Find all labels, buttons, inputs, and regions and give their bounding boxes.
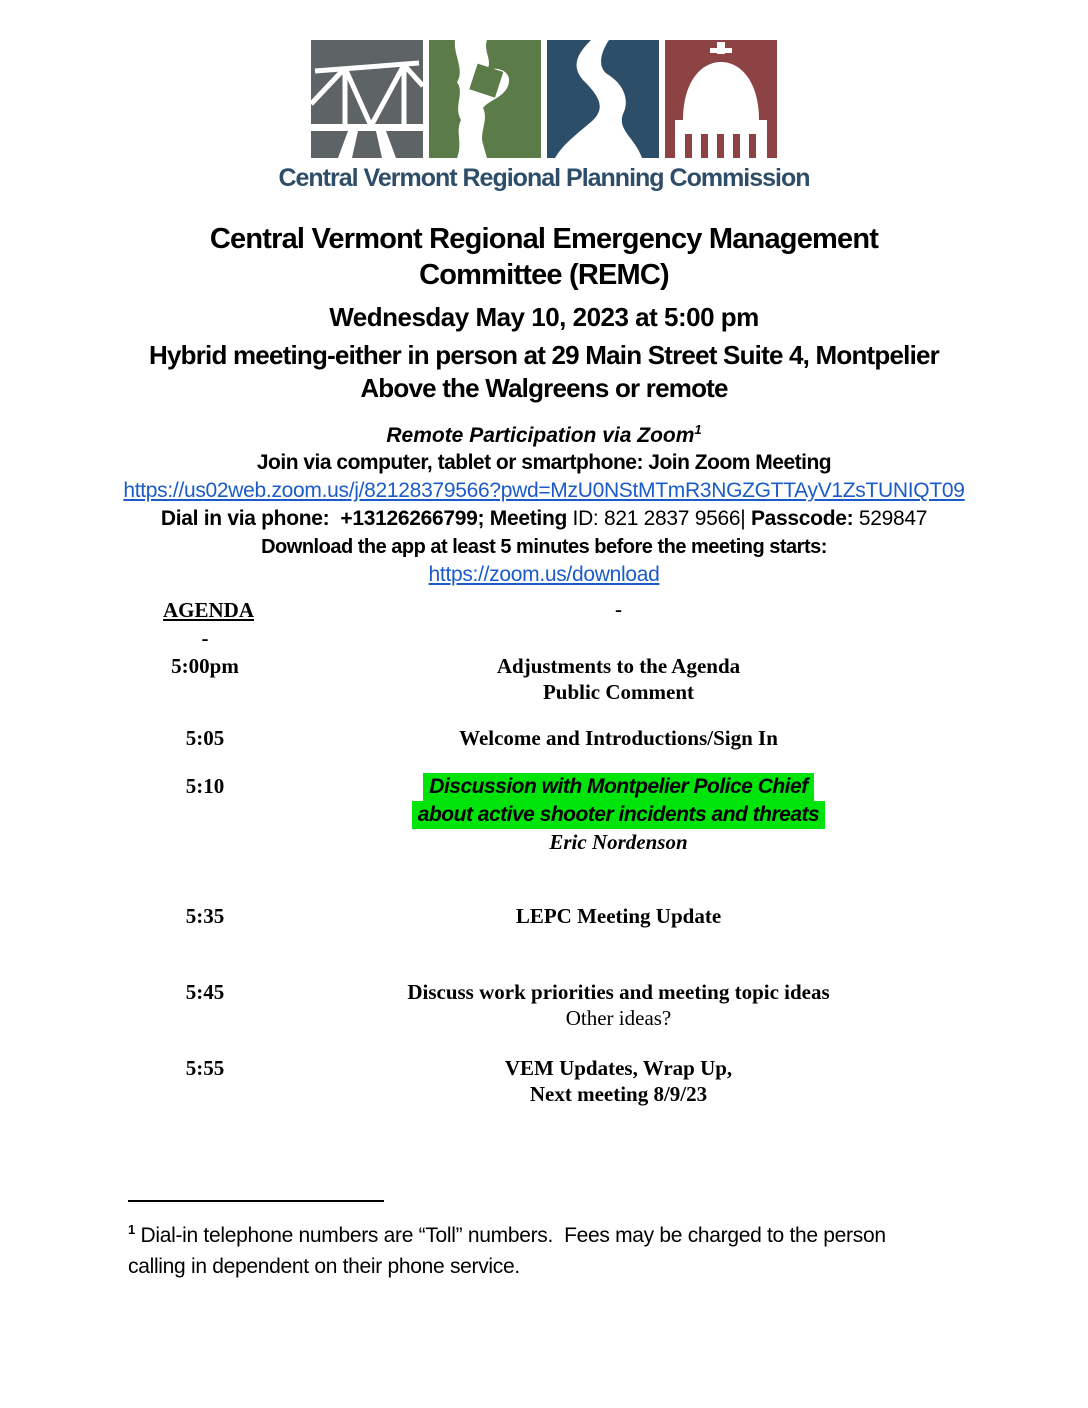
- agenda-item-line: Other ideas?: [565, 1006, 672, 1030]
- title-line-1: Central Vermont Regional Emergency Management: [209, 223, 879, 255]
- agenda-row: [163, 903, 990, 929]
- footnote-marker: 1: [128, 1222, 135, 1237]
- river-icon: [547, 40, 659, 158]
- join-instructions: Join via computer, tablet or smartphone: Join Zoom Meeting: [256, 451, 832, 474]
- agenda-item-line: [247, 801, 990, 829]
- agenda-time: 5:55: [185, 1056, 225, 1080]
- stray-dash-center: -: [615, 597, 622, 621]
- agenda-row: [163, 1055, 990, 1107]
- agenda-row: [163, 653, 990, 705]
- highlighted-text: Discussion with Montpelier Police Chief: [423, 773, 813, 801]
- logo-org-name: Central Vermont Regional Planning Commission: [278, 164, 810, 192]
- footnote-text: [128, 1214, 958, 1282]
- agenda-item-line: Welcome and Introductions/Sign In: [459, 726, 778, 750]
- zoom-download-link[interactable]: https://zoom.us/download: [428, 563, 660, 586]
- agenda-item-line: Eric Nordenson: [549, 830, 688, 854]
- download-link-line: [0, 561, 1088, 589]
- meeting-datetime: Wednesday May 10, 2023 at 5:00 pm: [329, 302, 759, 332]
- agenda-item-line: [247, 773, 990, 801]
- vermont-map-icon: [429, 40, 541, 158]
- meeting-id-value: ID: 821 2837 9566|: [572, 507, 751, 530]
- agenda-item: [247, 903, 990, 929]
- remote-participation-heading: [0, 417, 1088, 449]
- agenda-item: [247, 979, 990, 1031]
- agenda-time: 5:35: [185, 904, 225, 928]
- footnote-line-2: calling in dependent on their phone service.: [128, 1255, 520, 1278]
- capitol-dome-icon: [665, 40, 777, 158]
- location-line-1: Hybrid meeting-either in person at 29 Main Street Suite 4, Montpelier: [149, 340, 939, 370]
- zoom-meeting-link[interactable]: https://us02web.zoom.us/j/82128379566?pwd=MzU0NStMTmR3NGZGTTAyV1ZsTUNIQT09: [123, 479, 965, 502]
- download-instructions: Download the app at least 5 minutes before the meeting starts:: [261, 536, 827, 558]
- zoom-link-line: [0, 477, 1088, 505]
- remote-heading-text: Remote Participation via Zoom: [386, 424, 695, 447]
- footnote-line-1: Dial-in telephone numbers are “Toll” numbers. Fees may be charged to the person: [140, 1224, 886, 1247]
- agenda-row: [163, 979, 990, 1031]
- cvrpc-logo-graphic: [311, 40, 777, 158]
- agenda-items-list: [163, 653, 990, 1107]
- agenda-row: [163, 725, 990, 751]
- meeting-location: [0, 339, 1088, 405]
- agenda-item: [247, 1055, 990, 1107]
- agenda-item-line: VEM Updates, Wrap Up,: [504, 1056, 733, 1080]
- dial-in-line: [0, 505, 1088, 533]
- bridge-icon: [311, 40, 423, 158]
- agenda-item: [247, 725, 990, 751]
- agenda-header-row: [163, 597, 990, 623]
- title-line-2: Committee (REMC): [419, 259, 669, 291]
- agenda-item: [247, 773, 990, 855]
- agenda-dash-row: [163, 625, 990, 651]
- footnote-reference: 1: [694, 422, 702, 437]
- passcode-label: Passcode:: [750, 507, 859, 530]
- highlighted-text: about active shooter incidents and threats: [412, 801, 825, 829]
- agenda-time: 5:00pm: [171, 654, 239, 678]
- remote-participation-section: [0, 417, 1088, 589]
- agenda-row: [163, 773, 990, 855]
- agenda-time: 5:45: [185, 980, 225, 1004]
- agenda-item-line: LEPC Meeting Update: [515, 904, 722, 928]
- footnote-separator: [128, 1200, 384, 1202]
- agenda-heading: AGENDA: [163, 598, 255, 622]
- document-title: [0, 221, 1088, 293]
- agenda-item: [247, 653, 990, 705]
- agenda-item-line: Adjustments to the Agenda: [496, 654, 741, 678]
- footnote-section: [128, 1200, 958, 1282]
- agenda-time: 5:05: [185, 726, 225, 750]
- agenda-time: 5:10: [185, 774, 225, 798]
- cvrpc-logo: [0, 0, 1088, 193]
- agenda-section: [163, 597, 990, 1107]
- location-line-2: Above the Walgreens or remote: [360, 373, 728, 403]
- dial-in-label: Dial in via phone: +13126266799; Meeting: [160, 507, 573, 530]
- stray-dash-left: -: [201, 626, 209, 650]
- passcode-value: 529847: [858, 507, 928, 530]
- agenda-item-line: Discuss work priorities and meeting topic ideas: [407, 980, 830, 1004]
- agenda-item-line: Public Comment: [542, 680, 695, 704]
- agenda-item-line: Next meeting 8/9/23: [529, 1082, 708, 1106]
